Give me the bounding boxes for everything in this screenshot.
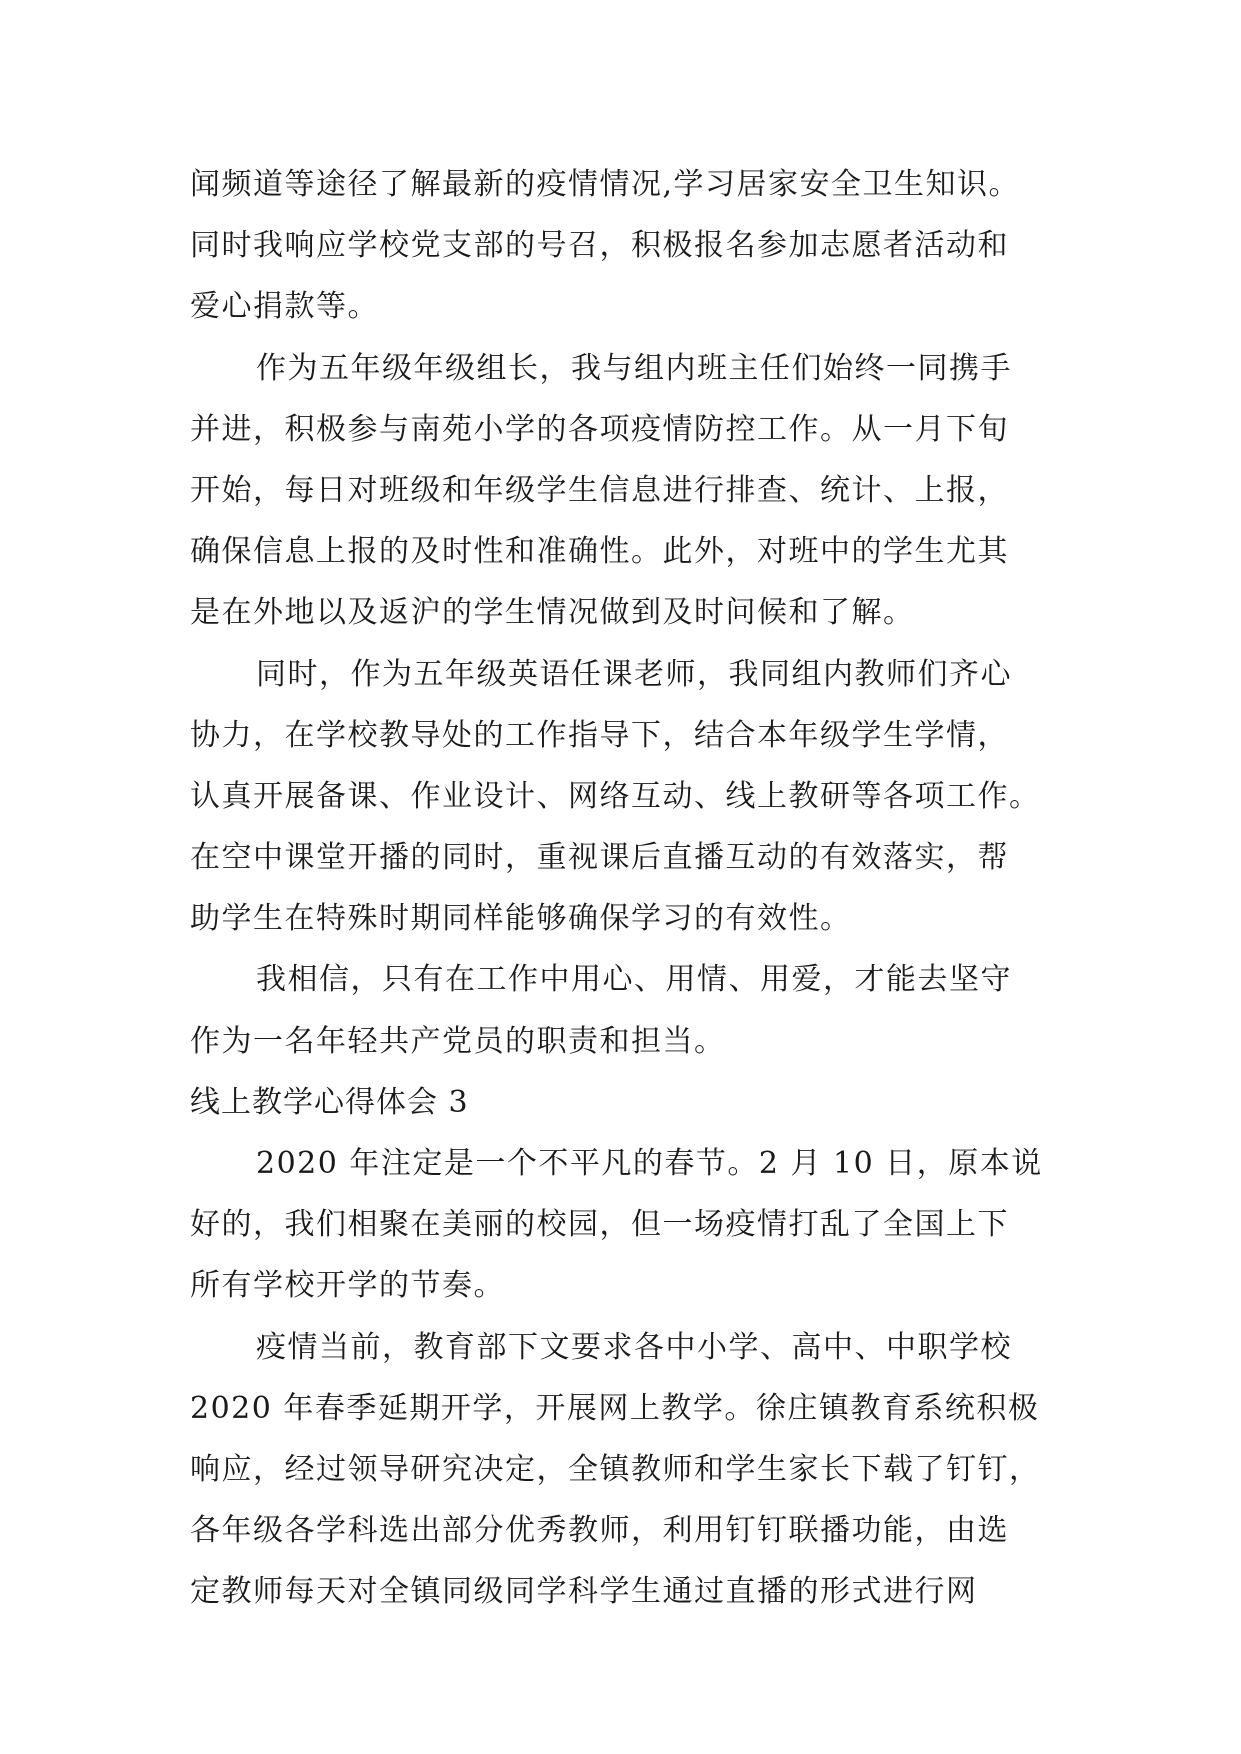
- text-line: 同时我响应学校党支部的号召，积极报名参加志愿者活动和: [190, 228, 1009, 264]
- text-line: 并进，积极参与南苑小学的各项疫情防控工作。从一月下旬: [190, 411, 1009, 447]
- text-line: 爱心捐款等。: [190, 289, 379, 325]
- text-line: 认真开展备课、作业设计、网络互动、线上教研等各项工作。: [190, 778, 1041, 814]
- text-line: 助学生在特殊时期同样能够确保学习的有效性。: [190, 901, 852, 937]
- document-body: [190, 154, 1090, 1623]
- text-line: 开始，每日对班级和年级学生信息进行排查、统计、上报，: [190, 472, 1009, 508]
- text-line: 我相信，只有在工作中用心、用情、用爱，才能去坚守: [256, 962, 1012, 998]
- section-heading: 线上教学心得体会 3: [190, 1084, 469, 1120]
- text-line: 各年级各学科选出部分优秀教师，利用钉钉联播功能，由选: [190, 1513, 1009, 1549]
- text-line: 是在外地以及返沪的学生情况做到及时问候和了解。: [190, 595, 915, 631]
- text-line: 响应，经过领导研究决定，全镇教师和学生家长下载了钉钉，: [190, 1451, 1041, 1487]
- text-line: 确保信息上报的及时性和准确性。此外，对班中的学生尤其: [190, 534, 1009, 570]
- text-line: 疫情当前，教育部下文要求各中小学、高中、中职学校: [256, 1329, 1012, 1365]
- text-line: 同时，作为五年级英语任课老师，我同组内教师们齐心: [256, 656, 1012, 692]
- text-line: 闻频道等途径了解最新的疫情情况,学习居家安全卫生知识。: [190, 167, 1021, 202]
- text-line: 2020 年注定是一个不平凡的春节。2 月 10 日，原本说: [256, 1146, 1043, 1181]
- text-line: 协力，在学校教导处的工作指导下，结合本年级学生学情，: [190, 717, 1009, 753]
- text-line: 作为五年级年级组长，我与组内班主任们始终一同携手: [256, 350, 1012, 386]
- text-line: 所有学校开学的节奏。: [190, 1268, 505, 1304]
- text-line: 作为一名年轻共产党员的职责和担当。: [190, 1023, 726, 1059]
- text-line: 定教师每天对全镇同级同学科学生通过直播的形式进行网: [190, 1574, 978, 1610]
- text-line: 2020 年春季延期开学，开展网上教学。徐庄镇教育系统积极: [190, 1390, 1040, 1426]
- text-line: 在空中课堂开播的同时，重视课后直播互动的有效落实，帮: [190, 840, 1009, 876]
- text-line: 好的，我们相聚在美丽的校园，但一场疫情打乱了全国上下: [190, 1207, 1009, 1243]
